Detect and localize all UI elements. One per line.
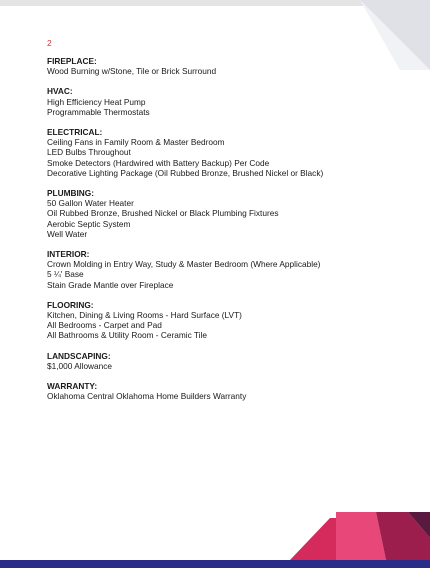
section-plumbing [47,188,387,239]
section-warranty [47,381,387,401]
section-line: Wood Burning w/Stone, Tile or Brick Surround [47,66,217,77]
section-fireplace [47,56,387,76]
footer-bar [0,560,430,568]
section-line: Kitchen, Dining & Living Rooms - Hard Surface (LVT) [47,310,242,321]
section-landscaping [47,351,387,371]
page-number: 2 [47,38,52,48]
section-heading-landscaping: LANDSCAPING: [47,350,111,361]
section-heading-plumbing: PLUMBING: [47,188,95,199]
section-line: Ceiling Fans in Family Room & Master Bedroom [47,137,225,148]
section-heading-interior: INTERIOR: [47,249,90,260]
section-line: All Bathrooms & Utility Room - Ceramic Tile [47,330,207,341]
section-line: Programmable Thermostats [47,106,150,117]
section-line: Well Water [47,228,88,239]
section-line: Crown Molding in Entry Way, Study & Master Bedroom (Where Applicable) [47,259,321,270]
section-electrical [47,127,387,178]
section-line: Oil Rubbed Bronze, Brushed Nickel or Black Plumbing Fixtures [47,208,279,219]
section-heading-electrical: ELECTRICAL: [47,127,103,138]
footer-decoration [0,508,430,568]
section-heading-flooring: FLOORING: [47,299,94,310]
section-flooring [47,300,387,341]
section-heading-warranty: WARRANTY: [47,381,98,392]
section-heading-fireplace: FIREPLACE: [47,56,97,66]
section-line: Decorative Lighting Package (Oil Rubbed Bronze, Brushed Nickel or Black) [47,167,324,178]
section-line: Smoke Detectors (Hardwired with Battery Backup) Per Code [47,157,270,168]
section-line: Stain Grade Mantle over Fireplace [47,279,174,290]
section-hvac [47,86,387,117]
section-line: 50 Gallon Water Heater [47,198,134,209]
section-line: LED Bulbs Throughout [47,147,131,158]
section-line: $1,000 Allowance [47,360,113,371]
section-line: High Efficiency Heat Pump [47,96,146,107]
section-heading-hvac: HVAC: [47,86,73,97]
section-line: Oklahoma Central Oklahoma Home Builders Warranty [47,391,247,402]
section-interior [47,249,387,290]
section-line: 5 ¼' Base [47,269,84,280]
section-line: Aerobic Septic System [47,218,131,229]
specifications-list [47,56,387,411]
section-line: All Bedrooms - Carpet and Pad [47,320,162,331]
